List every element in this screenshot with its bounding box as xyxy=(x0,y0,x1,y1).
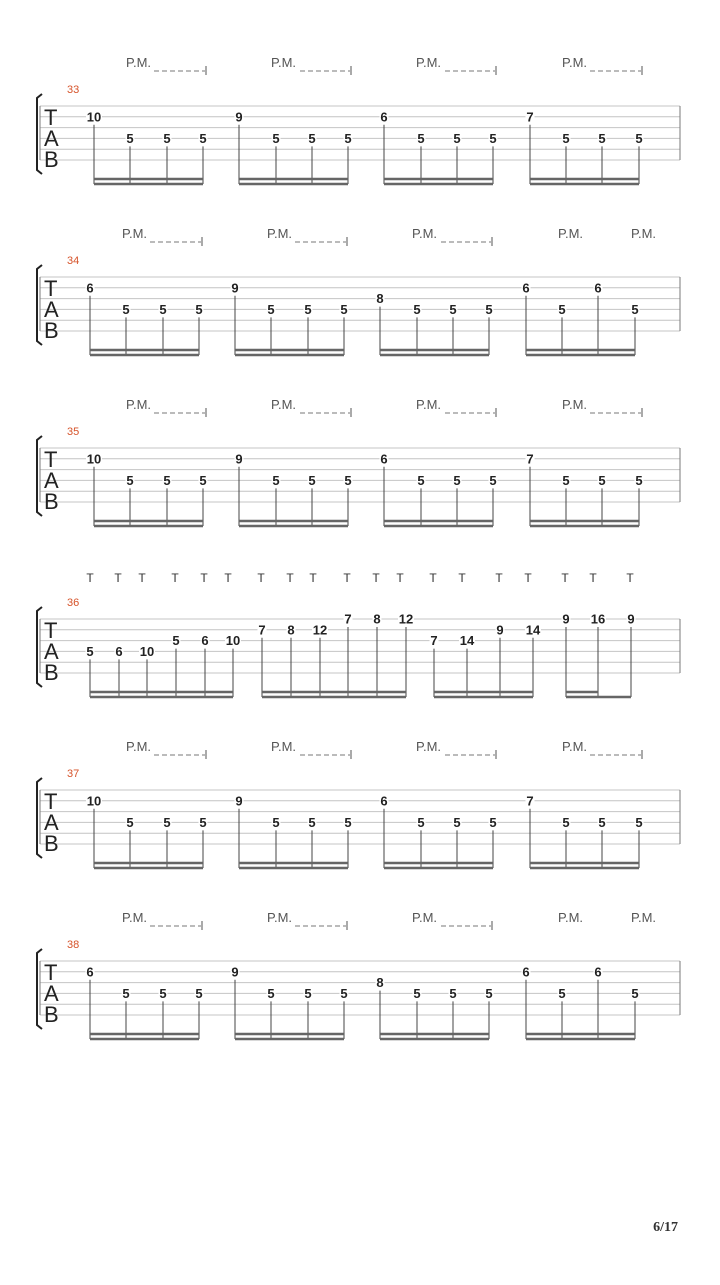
fret-number: 6 xyxy=(380,451,388,467)
palm-mute-label: P.M. xyxy=(412,226,438,241)
fret-number: 10 xyxy=(139,643,155,659)
fret-number: 6 xyxy=(522,964,530,980)
fret-number: 5 xyxy=(631,985,639,1001)
palm-mute-label: P.M. xyxy=(416,739,442,754)
fret-number: 5 xyxy=(272,130,280,146)
fret-number: 5 xyxy=(485,985,493,1001)
page-indicator: 6/17 xyxy=(653,1220,678,1235)
tap-marker: T xyxy=(495,571,503,585)
tap-marker: T xyxy=(309,571,317,585)
fret-number: 5 xyxy=(172,633,180,649)
measure-number: 36 xyxy=(67,597,80,609)
fret-number: 9 xyxy=(235,793,243,809)
fret-number: 9 xyxy=(231,280,239,296)
palm-mute-label: P.M. xyxy=(267,910,293,925)
tap-marker: T xyxy=(114,571,122,585)
fret-number: 6 xyxy=(86,280,94,296)
fret-number: 5 xyxy=(308,472,316,488)
tab-clef-letter: A xyxy=(44,639,59,664)
fret-number: 9 xyxy=(627,611,635,627)
tap-marker: T xyxy=(200,571,208,585)
fret-number: 5 xyxy=(126,130,134,146)
fret-number: 5 xyxy=(126,814,134,830)
tap-marker: T xyxy=(224,571,232,585)
measure-number: 35 xyxy=(67,426,80,438)
fret-number: 7 xyxy=(526,109,534,125)
tap-marker: T xyxy=(626,571,634,585)
fret-number: 14 xyxy=(459,633,475,649)
tab-clef-letter: T xyxy=(44,960,58,985)
tab-clef-letter: B xyxy=(44,318,59,343)
fret-number: 5 xyxy=(344,472,352,488)
fret-number: 5 xyxy=(344,130,352,146)
tab-clef-letter: T xyxy=(44,447,58,472)
tap-marker: T xyxy=(561,571,569,585)
palm-mute-label: P.M. xyxy=(126,397,152,412)
fret-number: 5 xyxy=(562,814,570,830)
fret-number: 10 xyxy=(225,633,241,649)
palm-mute-label: P.M. xyxy=(126,739,152,754)
fret-number: 5 xyxy=(635,130,643,146)
tab-clef-letter: A xyxy=(44,297,59,322)
tap-marker: T xyxy=(286,571,294,585)
tab-clef-letter: B xyxy=(44,831,59,856)
fret-number: 5 xyxy=(272,472,280,488)
fret-number: 5 xyxy=(417,814,425,830)
palm-mute-label: P.M. xyxy=(631,910,657,925)
palm-mute-label: P.M. xyxy=(416,55,442,70)
fret-number: 5 xyxy=(449,301,457,317)
tap-marker: T xyxy=(86,571,94,585)
fret-number: 5 xyxy=(635,472,643,488)
fret-number: 5 xyxy=(86,643,94,659)
tab-clef-letter: A xyxy=(44,981,59,1006)
fret-number: 7 xyxy=(526,793,534,809)
fret-number: 6 xyxy=(380,109,388,125)
fret-number: 5 xyxy=(598,472,606,488)
fret-number: 5 xyxy=(413,985,421,1001)
fret-number: 7 xyxy=(258,622,266,638)
tap-marker: T xyxy=(589,571,597,585)
fret-number: 5 xyxy=(308,130,316,146)
fret-number: 5 xyxy=(562,472,570,488)
fret-number: 14 xyxy=(525,622,541,638)
fret-number: 12 xyxy=(398,611,414,627)
measure-number: 37 xyxy=(67,768,80,780)
fret-number: 9 xyxy=(562,611,570,627)
fret-number: 5 xyxy=(344,814,352,830)
fret-number: 5 xyxy=(631,301,639,317)
fret-number: 16 xyxy=(590,611,606,627)
fret-number: 5 xyxy=(453,130,461,146)
tab-clef-letter: B xyxy=(44,489,59,514)
palm-mute-label: P.M. xyxy=(267,226,293,241)
fret-number: 5 xyxy=(122,301,130,317)
fret-number: 8 xyxy=(373,611,381,627)
tap-marker: T xyxy=(138,571,146,585)
fret-number: 6 xyxy=(522,280,530,296)
fret-number: 5 xyxy=(163,472,171,488)
fret-number: 7 xyxy=(526,451,534,467)
fret-number: 5 xyxy=(598,814,606,830)
fret-number: 9 xyxy=(235,451,243,467)
palm-mute-label: P.M. xyxy=(271,739,297,754)
fret-number: 9 xyxy=(235,109,243,125)
tab-clef-letter: B xyxy=(44,147,59,172)
palm-mute-label: P.M. xyxy=(562,55,588,70)
palm-mute-label: P.M. xyxy=(271,55,297,70)
fret-number: 5 xyxy=(485,301,493,317)
fret-number: 5 xyxy=(159,985,167,1001)
fret-number: 5 xyxy=(489,814,497,830)
tab-clef-letter: A xyxy=(44,468,59,493)
measure-number: 38 xyxy=(67,939,80,951)
fret-number: 5 xyxy=(453,814,461,830)
tab-clef-letter: A xyxy=(44,126,59,151)
palm-mute-label: P.M. xyxy=(558,910,584,925)
fret-number: 10 xyxy=(86,109,102,125)
palm-mute-label: P.M. xyxy=(631,226,657,241)
palm-mute-label: P.M. xyxy=(562,397,588,412)
fret-number: 8 xyxy=(376,975,384,991)
tab-clef-letter: B xyxy=(44,1002,59,1027)
fret-number: 5 xyxy=(562,130,570,146)
palm-mute-label: P.M. xyxy=(416,397,442,412)
fret-number: 10 xyxy=(86,451,102,467)
fret-number: 5 xyxy=(267,301,275,317)
fret-number: 5 xyxy=(304,301,312,317)
palm-mute-label: P.M. xyxy=(412,910,438,925)
fret-number: 5 xyxy=(304,985,312,1001)
fret-number: 5 xyxy=(267,985,275,1001)
fret-number: 5 xyxy=(272,814,280,830)
fret-number: 5 xyxy=(558,301,566,317)
fret-number: 8 xyxy=(376,291,384,307)
fret-number: 5 xyxy=(417,472,425,488)
palm-mute-label: P.M. xyxy=(122,910,148,925)
fret-number: 7 xyxy=(430,633,438,649)
tab-clef-letter: A xyxy=(44,810,59,835)
measure-number: 33 xyxy=(67,84,80,96)
fret-number: 7 xyxy=(344,611,352,627)
fret-number: 5 xyxy=(340,301,348,317)
tap-marker: T xyxy=(257,571,265,585)
tap-marker: T xyxy=(524,571,532,585)
fret-number: 9 xyxy=(496,622,504,638)
tap-marker: T xyxy=(458,571,466,585)
fret-number: 5 xyxy=(489,472,497,488)
fret-number: 8 xyxy=(287,622,295,638)
fret-number: 5 xyxy=(635,814,643,830)
fret-number: 6 xyxy=(594,964,602,980)
fret-number: 9 xyxy=(231,964,239,980)
fret-number: 5 xyxy=(199,130,207,146)
fret-number: 5 xyxy=(199,472,207,488)
fret-number: 6 xyxy=(380,793,388,809)
fret-number: 5 xyxy=(195,301,203,317)
fret-number: 5 xyxy=(417,130,425,146)
fret-number: 5 xyxy=(195,985,203,1001)
tab-clef-letter: B xyxy=(44,660,59,685)
palm-mute-label: P.M. xyxy=(271,397,297,412)
tap-marker: T xyxy=(171,571,179,585)
fret-number: 5 xyxy=(159,301,167,317)
fret-number: 6 xyxy=(86,964,94,980)
fret-number: 6 xyxy=(201,633,209,649)
fret-number: 5 xyxy=(163,814,171,830)
fret-number: 5 xyxy=(126,472,134,488)
tap-marker: T xyxy=(372,571,380,585)
palm-mute-label: P.M. xyxy=(562,739,588,754)
tap-marker: T xyxy=(396,571,404,585)
measure-number: 34 xyxy=(67,255,80,267)
tab-clef-letter: T xyxy=(44,105,58,130)
fret-number: 12 xyxy=(312,622,328,638)
fret-number: 5 xyxy=(449,985,457,1001)
fret-number: 5 xyxy=(598,130,606,146)
fret-number: 5 xyxy=(308,814,316,830)
tap-marker: T xyxy=(429,571,437,585)
fret-number: 5 xyxy=(413,301,421,317)
tab-clef-letter: T xyxy=(44,276,58,301)
fret-number: 5 xyxy=(199,814,207,830)
fret-number: 5 xyxy=(489,130,497,146)
fret-number: 5 xyxy=(122,985,130,1001)
fret-number: 6 xyxy=(594,280,602,296)
fret-number: 5 xyxy=(340,985,348,1001)
tap-marker: T xyxy=(343,571,351,585)
tab-clef-letter: T xyxy=(44,789,58,814)
fret-number: 5 xyxy=(163,130,171,146)
fret-number: 5 xyxy=(453,472,461,488)
fret-number: 10 xyxy=(86,793,102,809)
palm-mute-label: P.M. xyxy=(558,226,584,241)
tab-clef-letter: T xyxy=(44,618,58,643)
fret-number: 6 xyxy=(115,643,123,659)
palm-mute-label: P.M. xyxy=(122,226,148,241)
palm-mute-label: P.M. xyxy=(126,55,152,70)
fret-number: 5 xyxy=(558,985,566,1001)
